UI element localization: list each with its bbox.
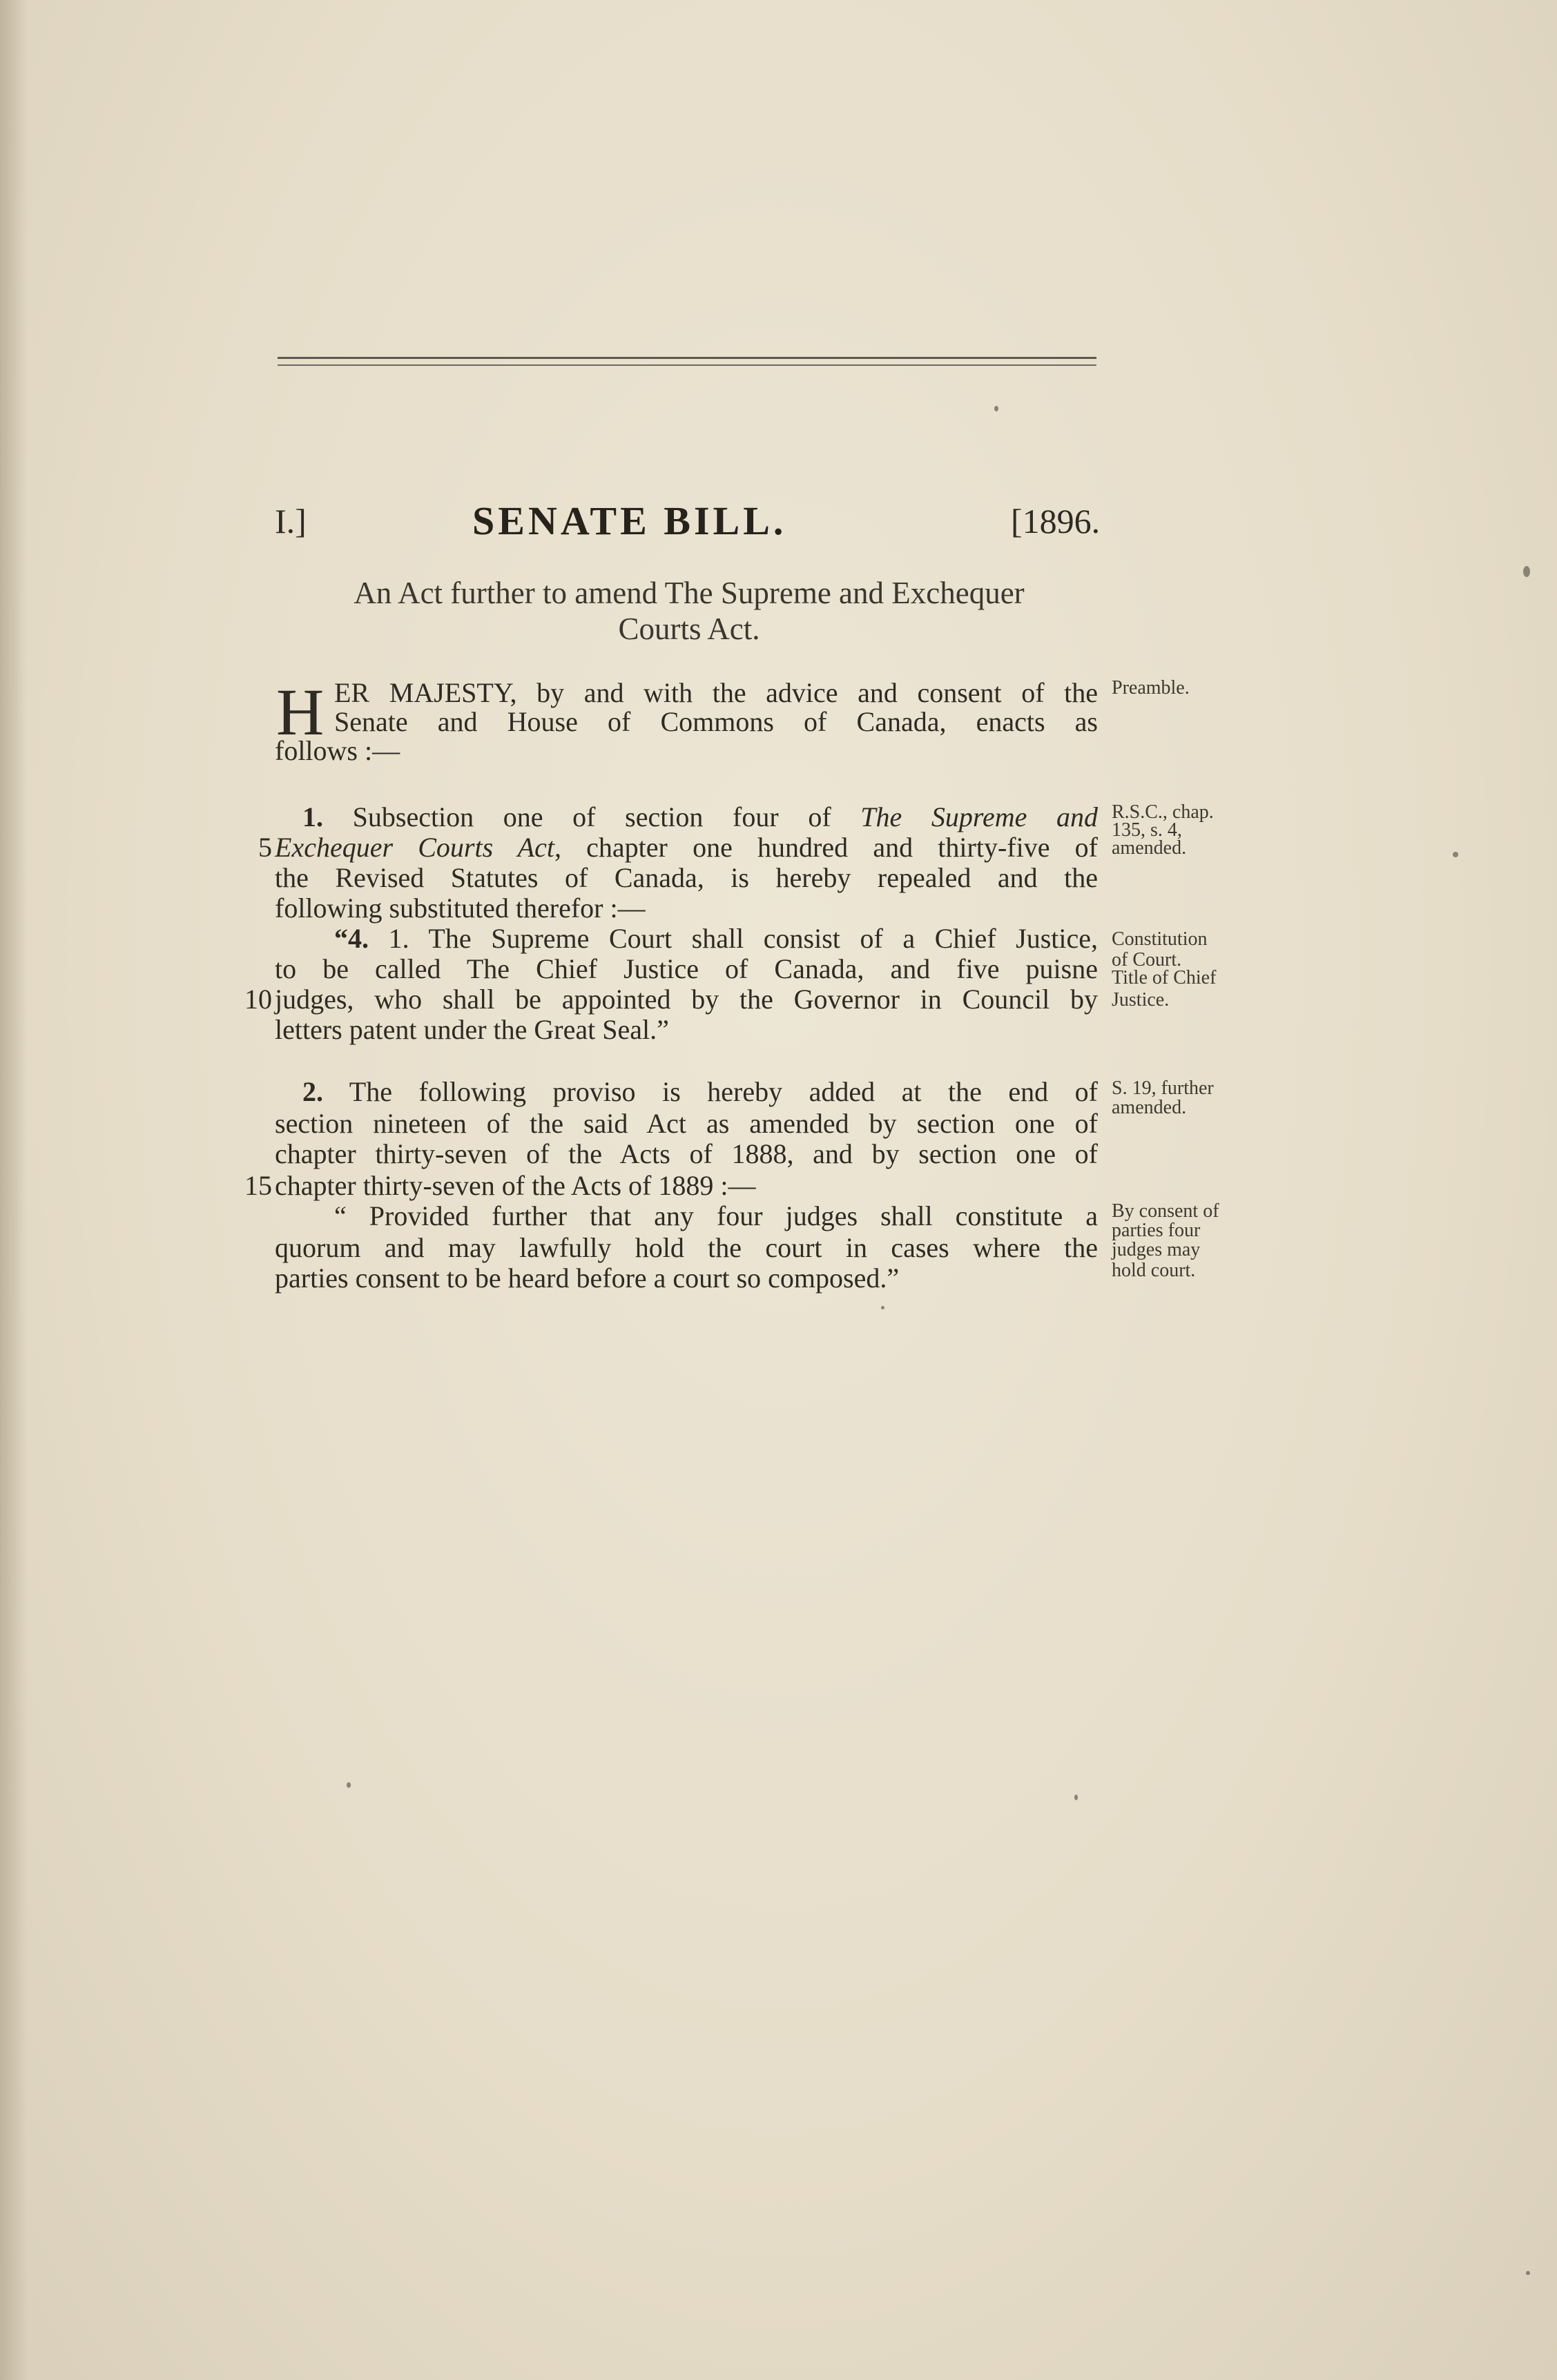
line-number-10: 10 <box>244 984 272 1015</box>
double-rule-top <box>278 357 1096 359</box>
marginal-note-consent-2: parties four <box>1112 1220 1201 1241</box>
section-2-line-2: section nineteen of the said Act as amended by section one of <box>275 1108 1098 1139</box>
section-2-quote-line-3: parties consent to be heard before a court so composed.” <box>275 1262 900 1294</box>
preamble-line-1: ER MAJESTY, by and with the advice and consent of the <box>334 677 1098 708</box>
marginal-note-rsc-3: amended. <box>1112 837 1187 859</box>
drop-cap: H <box>276 675 325 749</box>
act-title-line-1: An Act further to amend The Supreme and Exchequer <box>354 576 1025 610</box>
paper-speck <box>881 1306 884 1309</box>
section-1-line-2 <box>275 831 1098 864</box>
paper-speck <box>1526 2271 1530 2275</box>
section-1-text: , chapter one hundred and thirty-five of <box>554 832 1098 863</box>
marginal-note-consent-1: By consent of <box>1112 1200 1219 1222</box>
section-1-quote-line-4: letters patent under the Great Seal.” <box>275 1014 669 1045</box>
bill-number: I.] <box>275 502 307 540</box>
section-2-line-3: chapter thirty-seven of the Acts of 1888, and by section one of <box>275 1138 1098 1169</box>
marginal-note-s19-2: amended. <box>1112 1097 1187 1118</box>
section-1-number: 1. <box>302 801 323 832</box>
marginal-note-constitution-2: of Court. <box>1112 949 1182 970</box>
section-1-line-4: following substituted therefor :— <box>275 892 646 924</box>
section-2-quote-line-1: “ Provided further that any four judges shall constitute a <box>334 1200 1098 1231</box>
paper-speck <box>1523 566 1530 577</box>
section-1-quote-line-1 <box>334 922 1098 955</box>
section-1-quote-line-2: to be called The Chief Justice of Canada, and five puisne <box>275 953 1098 984</box>
section-1-quote-line-3: judges, who shall be appointed by the Governor in Council by <box>275 984 1098 1015</box>
preamble-line-2: Senate and House of Commons of Canada, enacts as <box>334 706 1098 737</box>
page-title: SENATE BILL. <box>472 498 787 543</box>
section-1-line-1 <box>302 801 1098 834</box>
section-2-quote-line-2: quorum and may lawfully hold the court in cases where the <box>275 1232 1098 1263</box>
marginal-note-s19-1: S. 19, further <box>1112 1077 1214 1099</box>
marginal-note-rsc-1: R.S.C., chap. <box>1112 801 1214 823</box>
line-number-15: 15 <box>244 1170 272 1201</box>
section-1-text: Subsection one of section four of <box>323 801 861 832</box>
paper-speck <box>994 406 998 411</box>
marginal-note-consent-4: hold court. <box>1112 1260 1196 1281</box>
act-title-line-2: Courts Act. <box>618 612 760 646</box>
marginal-note-constitution-4: Justice. <box>1112 989 1170 1011</box>
marginal-note-constitution-1: Constitution <box>1112 928 1208 950</box>
act-name-italic: The Supreme and <box>860 801 1098 832</box>
page-edge-shadow <box>0 0 28 2380</box>
bill-year: [1896. <box>1011 502 1101 540</box>
section-2-text: The following proviso is hereby added at the end of <box>323 1076 1098 1107</box>
preamble-line-3: follows :— <box>275 735 400 766</box>
marginal-note-consent-3: judges may <box>1112 1239 1201 1260</box>
marginal-note-constitution-3: Title of Chief <box>1112 967 1217 988</box>
paper-speck <box>1074 1795 1078 1800</box>
marginal-note-preamble: Preamble. <box>1112 677 1190 699</box>
section-2-number: 2. <box>302 1076 323 1107</box>
act-name-italic: Exchequer Courts Act <box>275 832 554 863</box>
section-2-line-1 <box>302 1075 1098 1109</box>
paper-speck <box>1453 852 1458 857</box>
quote-text: 1. The Supreme Court shall consist of a Chief Justice, <box>369 923 1098 954</box>
double-rule-bottom <box>278 364 1096 366</box>
paper-speck <box>347 1782 351 1788</box>
line-number-5: 5 <box>258 832 272 863</box>
quoted-section-number: “4. <box>334 923 369 954</box>
section-1-line-3: the Revised Statutes of Canada, is hereby repealed and the <box>275 862 1098 893</box>
marginal-note-rsc-2: 135, s. 4, <box>1112 819 1182 841</box>
section-2-line-4: chapter thirty-seven of the Acts of 1889 :— <box>275 1170 756 1201</box>
